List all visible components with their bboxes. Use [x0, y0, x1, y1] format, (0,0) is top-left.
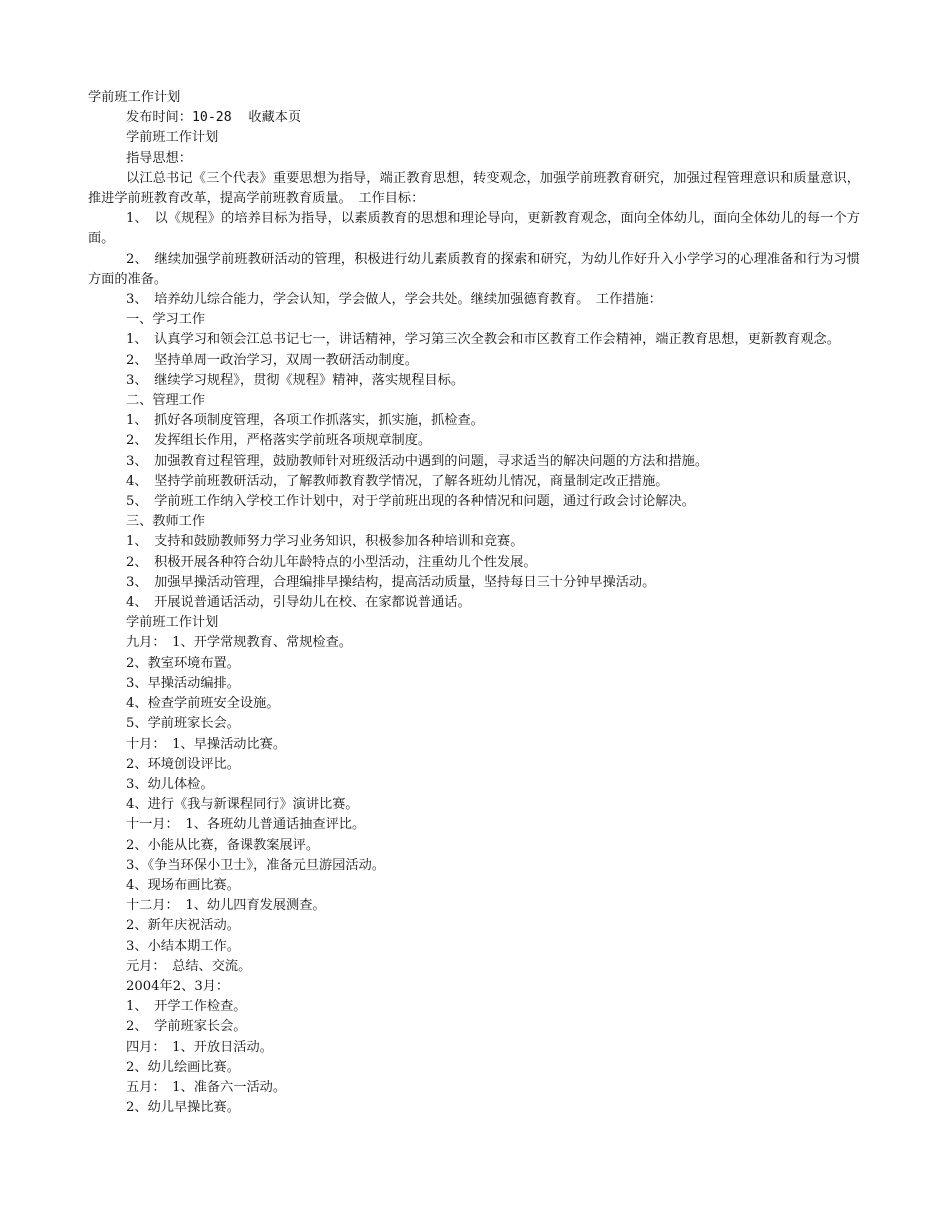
schedule-line: 十月： 1、早操活动比赛。 [126, 736, 287, 752]
schedule-list [88, 633, 860, 1118]
goal-item: 2、 继续加强学前班教研活动的管理，积极进行幼儿素质教育的探索和研究，为幼儿作好升入小学学习的心理准备和行为习惯方面的准备。 [88, 251, 860, 287]
management-item: 5、 学前班工作纳入学校工作计划中，对于学前班出现的各种情况和问题，通过行政会讨论解决。 [126, 494, 695, 510]
schedule-line: 元月： 总结、交流。 [126, 958, 252, 974]
management-item: 3、 加强教育过程管理，鼓励教师针对班级活动中遇到的问题，寻求适当的解决问题的方法和措施。 [126, 453, 709, 469]
teacher-item: 4、 开展说普通话活动，引导幼儿在校、在家都说普通话。 [126, 595, 471, 611]
schedule-line: 十一月： 1、各班幼儿普通话抽查评比。 [126, 817, 366, 833]
study-item: 3、 继续学习规程》，贯彻《规程》精神，落实规程目标。 [126, 372, 465, 388]
schedule-line: 2、小能从比赛，备课教案展评。 [126, 837, 320, 853]
publish-meta [88, 108, 860, 128]
study-item: 2、 坚持单周一政治学习，双周一教研活动制度。 [126, 352, 418, 368]
document-page [88, 88, 860, 1118]
schedule-line: 4、检查学前班安全设施。 [126, 696, 280, 712]
bookmark-link[interactable]: 收藏本页 [248, 110, 302, 126]
study-item: 1、 认真学习和领会江总书记七一，讲话精神，学习第三次全教会和市区教育工作会精神，端正教育思想，更新教育观念。 [126, 332, 840, 348]
schedule-line: 4、现场布画比赛。 [126, 877, 240, 893]
document-title: 学前班工作计划 [88, 90, 181, 105]
goal-item: 3、 培养幼儿综合能力，学会认知，学会做人，学会共处。继续加强德育教育。 工作措施： [126, 292, 662, 308]
publish-date: 10-28 [191, 110, 232, 126]
guiding-text: 以江总书记《三个代表》重要思想为指导，端正教育思想，转变观念，加强学前班教育研究，加强过程管理意识和质量意识，推进学前班教育改革，提高学前班教育质量。 工作目标： [88, 170, 860, 207]
schedule-line: 3、《争当环保小卫士》，准备元旦游园活动。 [126, 857, 385, 873]
subtitle: 学前班工作计划 [126, 130, 219, 146]
schedule-line: 2、环境创设评比。 [126, 756, 240, 772]
guiding-heading: 指导思想： [126, 150, 192, 166]
schedule-line: 3、小结本期工作。 [126, 938, 240, 954]
section-heading-management: 二、管理工作 [126, 393, 206, 409]
schedule-line: 2004年2、3月： [126, 978, 230, 994]
schedule-line: 五月： 1、准备六一活动。 [126, 1079, 287, 1095]
schedule-line: 5、学前班家长会。 [126, 716, 240, 732]
section-heading-study: 一、学习工作 [126, 312, 206, 328]
schedule-line: 3、早操活动编排。 [126, 675, 240, 691]
teacher-item: 3、 加强早操活动管理，合理编排早操结构，提高活动质量，坚持每日三十分钟早操活动。 [126, 574, 656, 590]
schedule-line: 九月： 1、开学常规教育、常规检查。 [126, 635, 352, 651]
section-heading-teachers: 三、教师工作 [126, 514, 206, 530]
schedule-line: 2、幼儿早操比赛。 [126, 1100, 240, 1116]
schedule-line: 2、教室环境布置。 [126, 655, 240, 671]
management-item: 2、 发挥组长作用，严格落实学前班各项规章制度。 [126, 433, 432, 449]
schedule-line: 2、新年庆祝活动。 [126, 918, 240, 934]
schedule-line: 十二月： 1、幼儿四育发展测查。 [126, 898, 326, 914]
goal-item: 1、 以《规程》的培养目标为指导，以素质教育的思想和理论导向，更新教育观念，面向全体幼儿，面向全体幼儿的每一个方面。 [88, 211, 860, 247]
schedule-line: 3、幼儿体检。 [126, 776, 214, 792]
schedule-line: 4、进行《我与新课程同行》演讲比赛。 [126, 797, 359, 813]
schedule-line: 2、 学前班家长会。 [126, 1019, 247, 1035]
teacher-item: 2、 积极开展各种符合幼儿年龄特点的小型活动，注重幼儿个性发展。 [126, 554, 537, 570]
schedule-title: 学前班工作计划 [126, 615, 219, 631]
management-item: 1、 抓好各项制度管理，各项工作抓落实，抓实施，抓检查。 [126, 413, 484, 429]
schedule-line: 2、幼儿绘画比赛。 [126, 1059, 240, 1075]
management-item: 4、 坚持学前班教研活动，了解教师教育教学情况，了解各班幼儿情况，商量制定改正措施。 [126, 473, 669, 489]
schedule-line: 1、 开学工作检查。 [126, 999, 247, 1015]
schedule-line: 四月： 1、开放日活动。 [126, 1039, 273, 1055]
publish-label: 发布时间： [126, 110, 192, 126]
teacher-item: 1、 支持和鼓励教师努力学习业务知识，积极参加各种培训和竞赛。 [126, 534, 524, 550]
